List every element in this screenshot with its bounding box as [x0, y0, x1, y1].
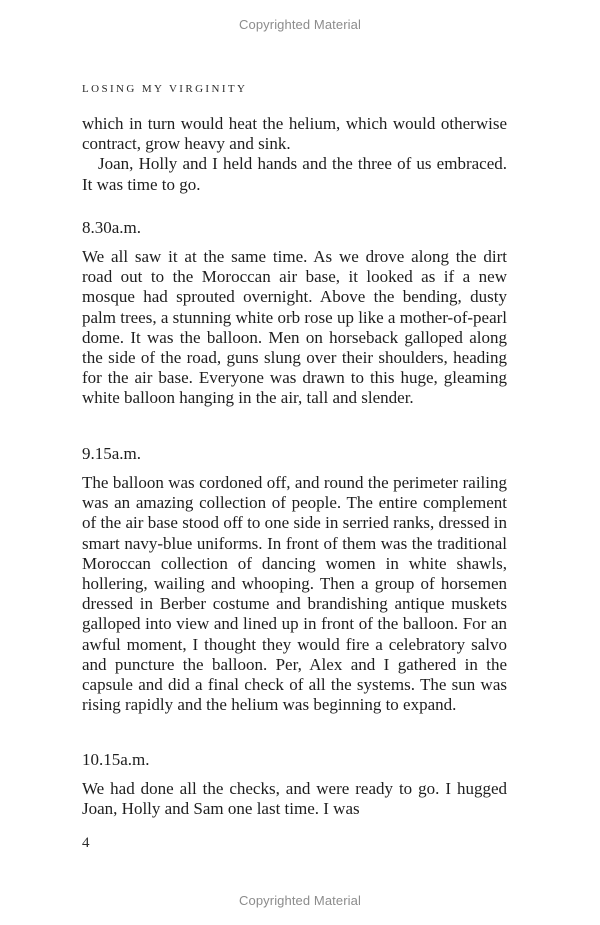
timestamp-text: 9.15a.m. — [82, 444, 142, 463]
paragraph-embrace: Joan, Holly and I held hands and the three of us embraced. It was time to go. — [82, 154, 507, 194]
text-block-crowd — [82, 473, 507, 715]
timestamp-0915 — [82, 444, 507, 464]
paragraph-crowd: The balloon was cordoned off, and round the perimeter railing was an amazing collection of people. The entire complement of the air base stood off to one side in serried ranks, dressed in smart navy-blue uniforms. In front of them was the traditional Moroccan collection of dancing women in white shawls, hollering, wailing and whooping. Then a group of horsemen dressed in Berber costume and brandishing antique muskets galloped into view and lined up in front of the balloon. For an awful moment, I thought they would fire a celebratory salvo and puncture the balloon. Per, Alex and I gathered in the capsule and did a final check of all the systems. The sun was rising rapidly and the helium was beginning to expand. — [82, 473, 507, 715]
text-block-balloon-sighting — [82, 247, 507, 409]
paragraph-helium: which in turn would heat the helium, which would otherwise contract, grow heavy and sink. — [82, 114, 507, 154]
paragraph-balloon-sighting: We all saw it at the same time. As we drove along the dirt road out to the Moroccan air base, it looked as if a new mosque had sprouted overnight. Above the bending, dusty palm trees, a stunning white orb rose up like a mother-of-pearl dome. It was the balloon. Men on horseback galloped along the side of the road, guns slung over their shoulders, heading for the air base. Everyone was drawn to this huge, gleaming white balloon hanging in the air, tall and slender. — [82, 247, 507, 408]
text-block-opening — [82, 114, 507, 195]
timestamp-text: 10.15a.m. — [82, 750, 150, 769]
running-head: LOSING MY VIRGINITY — [82, 83, 248, 95]
timestamp-1015 — [82, 750, 507, 770]
copyright-watermark-bottom: Copyrighted Material — [239, 893, 361, 908]
timestamp-text: 8.30a.m. — [82, 218, 142, 237]
copyright-watermark-top: Copyrighted Material — [239, 17, 361, 32]
timestamp-0830 — [82, 218, 507, 238]
page-number: 4 — [82, 835, 90, 851]
paragraph-departure: We had done all the checks, and were ready to go. I hugged Joan, Holly and Sam one last time. I was — [82, 779, 507, 819]
text-block-departure — [82, 779, 507, 819]
